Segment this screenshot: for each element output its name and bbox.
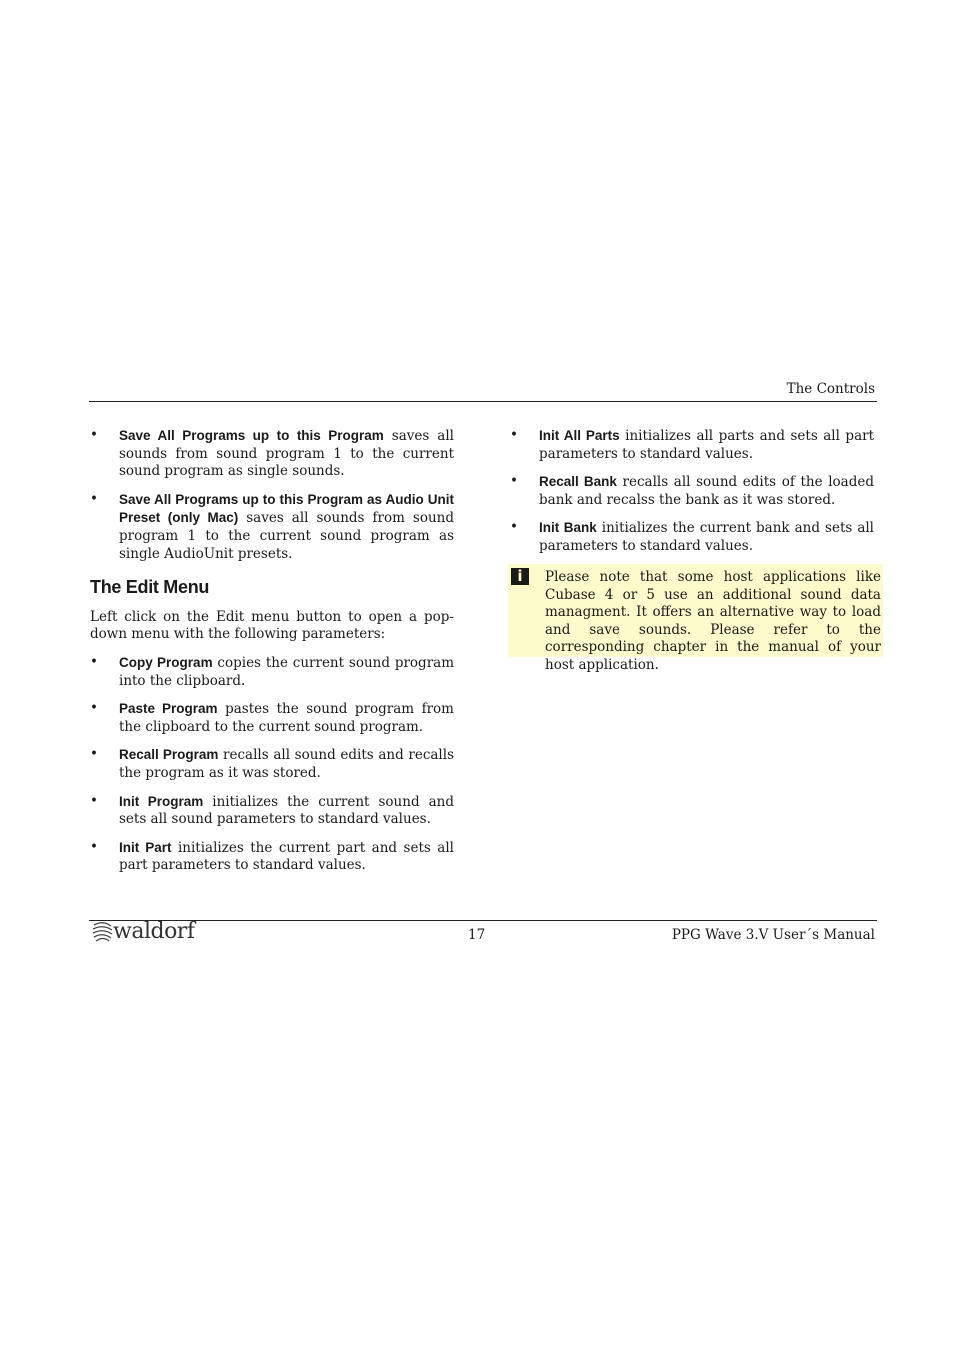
manual-title: PPG Wave 3.V User´s Manual	[671, 927, 875, 943]
list-item	[90, 427, 454, 481]
item-term: Recall Bank	[539, 474, 617, 490]
item-description: recalls all sound edits and recalls the program as it was stored.	[119, 747, 454, 781]
list-item	[90, 654, 454, 690]
intro-paragraph: Left click on the Edit menu button to open a pop-down menu with the following parameters:	[90, 608, 454, 643]
info-note-box	[508, 564, 883, 673]
item-description: saves all sounds from sound program 1 to the current sound program as single AudioUnit presets.	[119, 510, 454, 562]
item-term: Save All Programs up to this Program as Audio Unit Preset (only Mac)	[119, 491, 454, 526]
info-icon: i	[511, 568, 529, 585]
item-description: initializes the current bank and sets all parameters to standard values.	[539, 520, 874, 554]
item-description: initializes all parts and sets all part parameters to standard values.	[539, 428, 874, 462]
item-description: saves all sounds from sound program 1 to the current sound program as single sounds.	[119, 428, 454, 480]
bullet-icon: •	[90, 838, 98, 855]
page-number: 17	[468, 927, 486, 943]
item-term: Init All Parts	[539, 428, 620, 443]
item-term: Paste Program	[119, 701, 218, 717]
bullet-icon: •	[90, 490, 98, 507]
running-header: The Controls	[786, 381, 875, 397]
item-term: Init Program	[119, 793, 204, 809]
bullet-icon: •	[510, 519, 518, 536]
list-item	[90, 700, 454, 736]
item-term: Init Bank	[539, 520, 597, 536]
item-description: initializes the current sound and sets all sound parameters to standard values.	[119, 793, 454, 828]
footer-rule	[89, 920, 877, 921]
note-text: Please note that some host applications like Cubase 4 or 5 use an additional sound data managment. It offers an alternative way to load and save sounds. Please refer to the corresponding chapter in the manual of your host application.	[545, 569, 881, 673]
list-item	[510, 519, 874, 555]
waldorf-logo	[92, 919, 202, 947]
list-item	[90, 491, 454, 563]
item-term: Save All Programs up to this Program	[119, 428, 384, 443]
bullet-icon: •	[90, 700, 98, 717]
waldorf-swirl-icon	[92, 921, 114, 943]
bullet-icon: •	[90, 792, 98, 809]
left-column	[90, 427, 454, 885]
bullet-icon: •	[510, 427, 518, 443]
item-description: initializes the current part and sets all part parameters to standard values.	[119, 839, 454, 874]
header-rule	[89, 401, 877, 402]
bullet-icon: •	[90, 427, 98, 443]
item-term: Copy Program	[119, 654, 213, 670]
item-description: copies the current sound program into the clipboard.	[119, 654, 454, 689]
right-column	[510, 427, 874, 566]
item-term: Recall Program	[119, 747, 219, 763]
list-item	[510, 427, 874, 463]
logo-wordmark: waldorf	[113, 919, 195, 944]
item-description: recalls all sound edits of the loaded bank and recalss the bank as it was stored.	[539, 474, 874, 508]
list-item	[90, 793, 454, 829]
section-heading: The Edit Menu	[90, 577, 210, 598]
bullet-icon: •	[90, 746, 98, 763]
list-item	[510, 473, 874, 509]
list-item	[90, 746, 454, 782]
bullet-icon: •	[90, 653, 98, 670]
list-item	[90, 839, 454, 875]
bullet-icon: •	[510, 473, 518, 490]
item-description: pastes the sound program from the clipboard to the current sound program.	[119, 701, 454, 735]
item-term: Init Part	[119, 839, 172, 855]
